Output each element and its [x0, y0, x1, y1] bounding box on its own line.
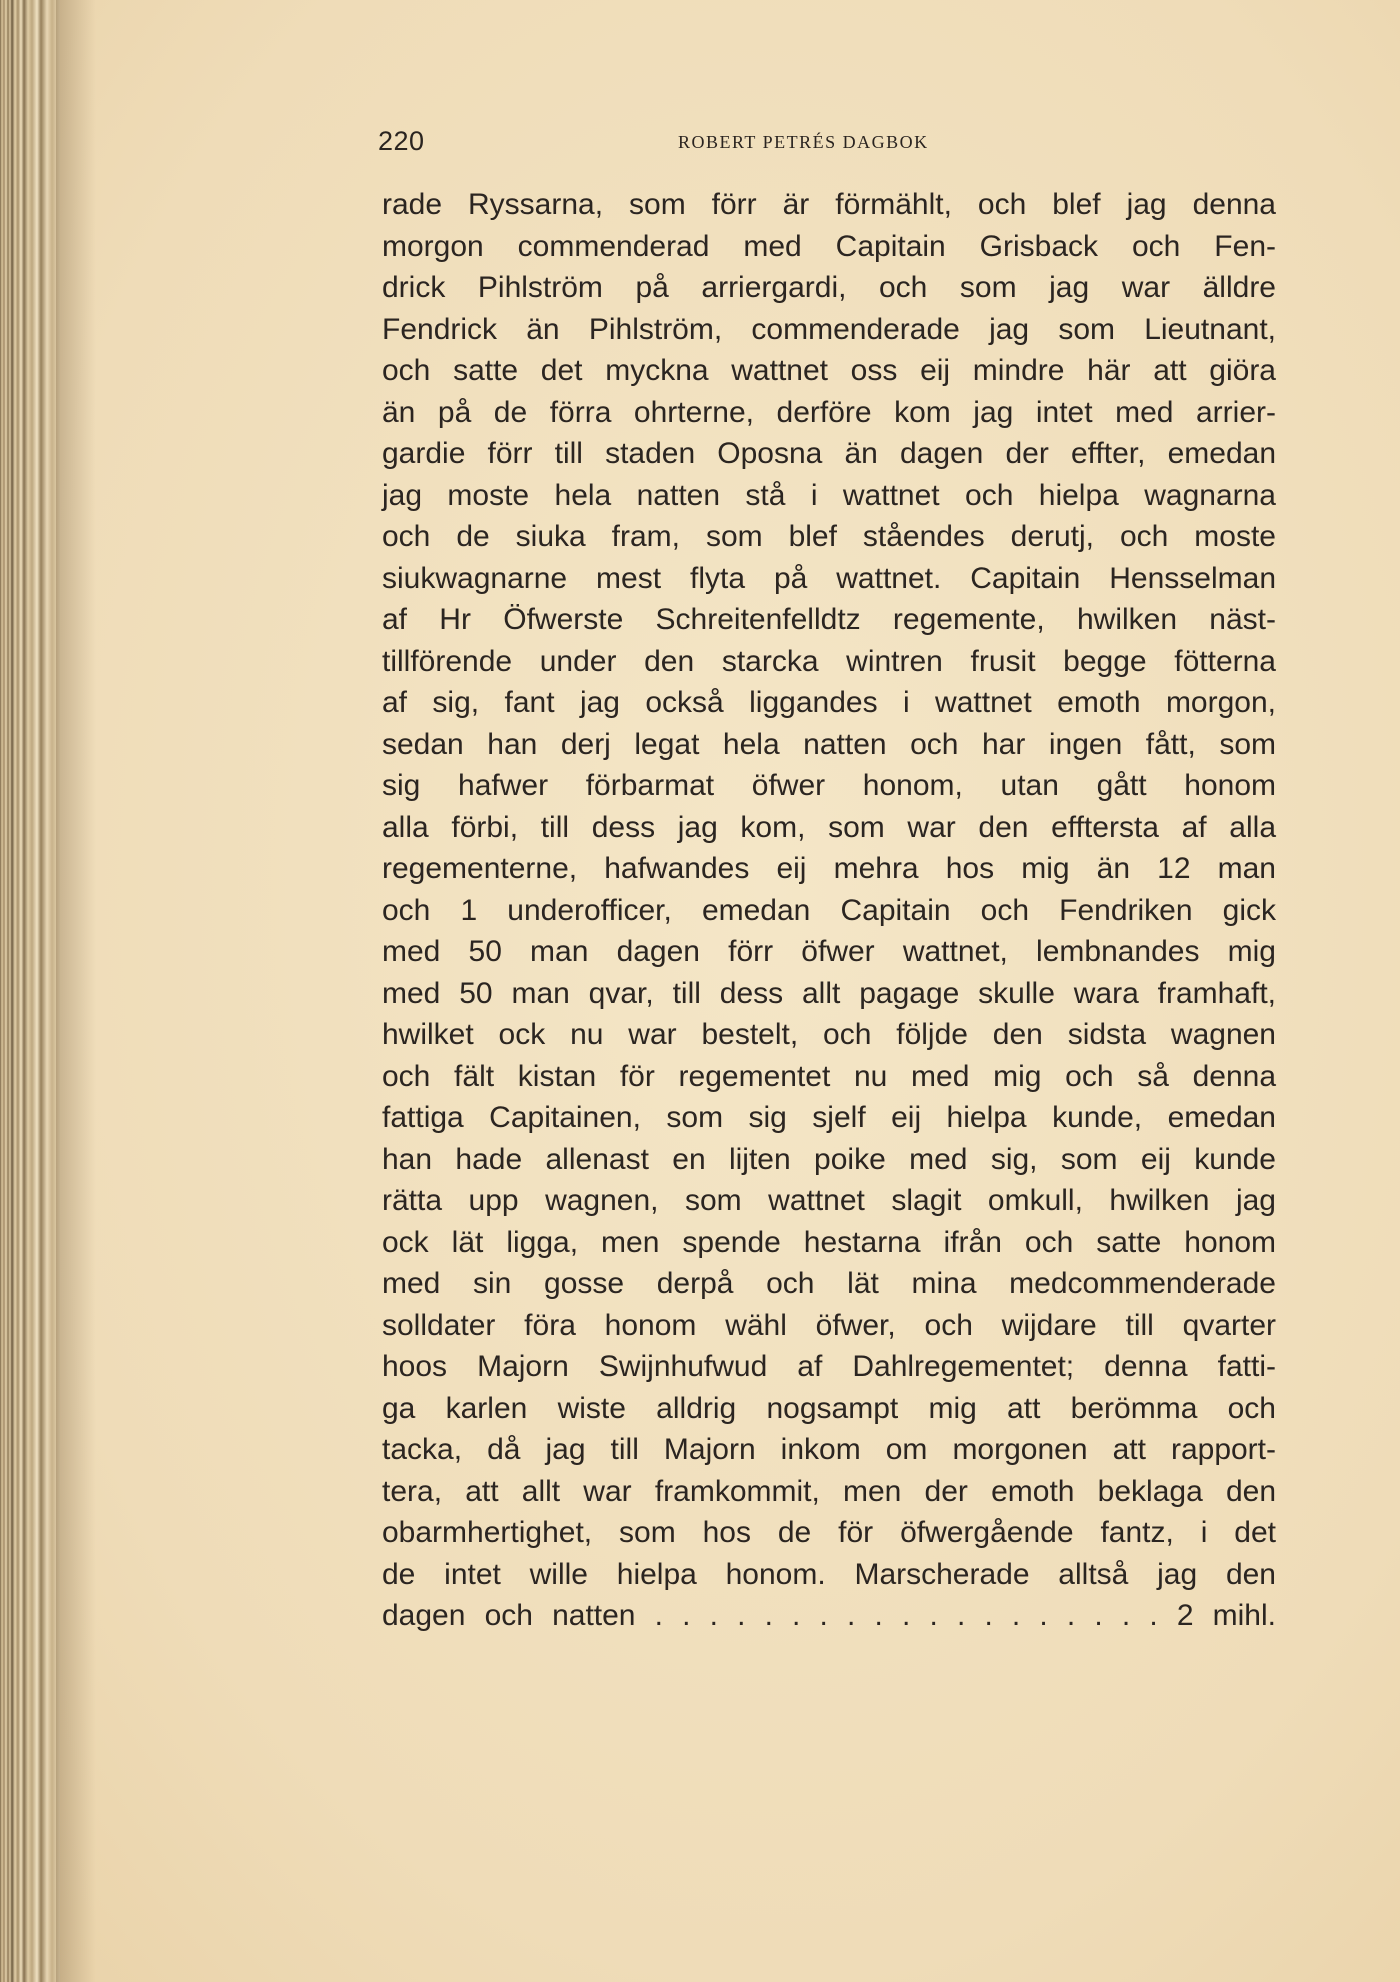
- text-line: solldater föra honom wähl öfwer, och wijdare till qvarter: [382, 1308, 1276, 1342]
- text-line: ock lät ligga, men spende hestarna ifrån och satte honom: [382, 1225, 1276, 1259]
- text-line: Fendrick än Pihlström, commenderade jag som Lieutnant,: [382, 312, 1276, 346]
- text-line: siukwagnarne mest flyta på wattnet. Capitain Hensselman: [382, 561, 1276, 595]
- text-line: med 50 man qvar, till dess allt pagage skulle wara framhaft,: [382, 976, 1276, 1010]
- text-line: med 50 man dagen förr öfwer wattnet, lembnandes mig: [382, 935, 1276, 968]
- text-line: hoos Majorn Swijnhufwud af Dahlregementet; denna fatti-: [382, 1350, 1276, 1383]
- text-line: rade Ryssarna, som förr är förmählt, och blef jag denna: [382, 188, 1276, 221]
- text-line: med sin gosse derpå och lät mina medcommenderade: [382, 1267, 1276, 1300]
- text-line: de intet wille hielpa honom. Marscherade alltså jag den: [382, 1557, 1276, 1591]
- book-binding-edge: [0, 0, 60, 1982]
- text-line: än på de förra ohrterne, derföre kom jag intet med arrier-: [382, 395, 1276, 429]
- text-line: och fält kistan för regementet nu med mig och så denna: [382, 1059, 1276, 1093]
- running-head: ROBERT PETRÉS DAGBOK: [678, 132, 929, 152]
- text-line: och de siuka fram, som blef ståendes derutj, och moste: [382, 520, 1276, 553]
- text-line: gardie förr till staden Oposna än dagen der effter, emedan: [382, 437, 1276, 470]
- text-line: jag moste hela natten stå i wattnet och hielpa wagnarna: [382, 478, 1276, 512]
- text-line: och satte det myckna wattnet oss eij mindre här att giöra: [382, 354, 1276, 387]
- text-line: sig hafwer förbarmat öfwer honom, utan gått honom: [382, 769, 1276, 802]
- page-number: 220: [378, 126, 425, 156]
- gutter-shadow: [56, 0, 96, 1982]
- text-line: sedan han derj legat hela natten och har ingen fått, som: [382, 727, 1276, 761]
- text-line: alla förbi, till dess jag kom, som war den efftersta af alla: [382, 810, 1276, 844]
- text-line: drick Pihlström på arriergardi, och som jag war älldre: [382, 271, 1276, 304]
- text-line: ga karlen wiste alldrig nogsampt mig att berömma och: [382, 1391, 1276, 1425]
- text-line: regementerne, hafwandes eij mehra hos mig än 12 man: [382, 852, 1276, 885]
- text-line-final: dagen och natten . . . . . . . . . . . . . . . . . . . 2 mihl.: [382, 1599, 1276, 1632]
- text-line: morgon commenderad med Capitain Grisback och Fen-: [382, 229, 1276, 263]
- text-line: och 1 underofficer, emedan Capitain och Fendriken gick: [382, 893, 1276, 927]
- text-line: fattiga Capitainen, som sig sjelf eij hielpa kunde, emedan: [382, 1101, 1276, 1134]
- text-line: han hade allenast en lijten poike med sig, som eij kunde: [382, 1142, 1276, 1176]
- page-header: [378, 126, 1278, 166]
- text-line: rätta upp wagnen, som wattnet slagit omkull, hwilken jag: [382, 1184, 1276, 1217]
- text-line: tillförende under den starcka wintren frusit begge fötterna: [382, 644, 1276, 678]
- text-line: tacka, då jag till Majorn inkom om morgonen att rapport-: [382, 1433, 1276, 1466]
- text-line: obarmhertighet, som hos de för öfwergående fantz, i det: [382, 1516, 1276, 1549]
- text-line: hwilket ock nu war bestelt, och följde den sidsta wagnen: [382, 1018, 1276, 1051]
- text-line: tera, att allt war framkommit, men der emoth beklaga den: [382, 1474, 1276, 1508]
- text-line: af sig, fant jag också liggandes i wattnet emoth morgon,: [382, 686, 1276, 719]
- text-line: af Hr Öfwerste Schreitenfelldtz regemente, hwilken näst-: [382, 603, 1276, 636]
- body-text: [382, 184, 1276, 1637]
